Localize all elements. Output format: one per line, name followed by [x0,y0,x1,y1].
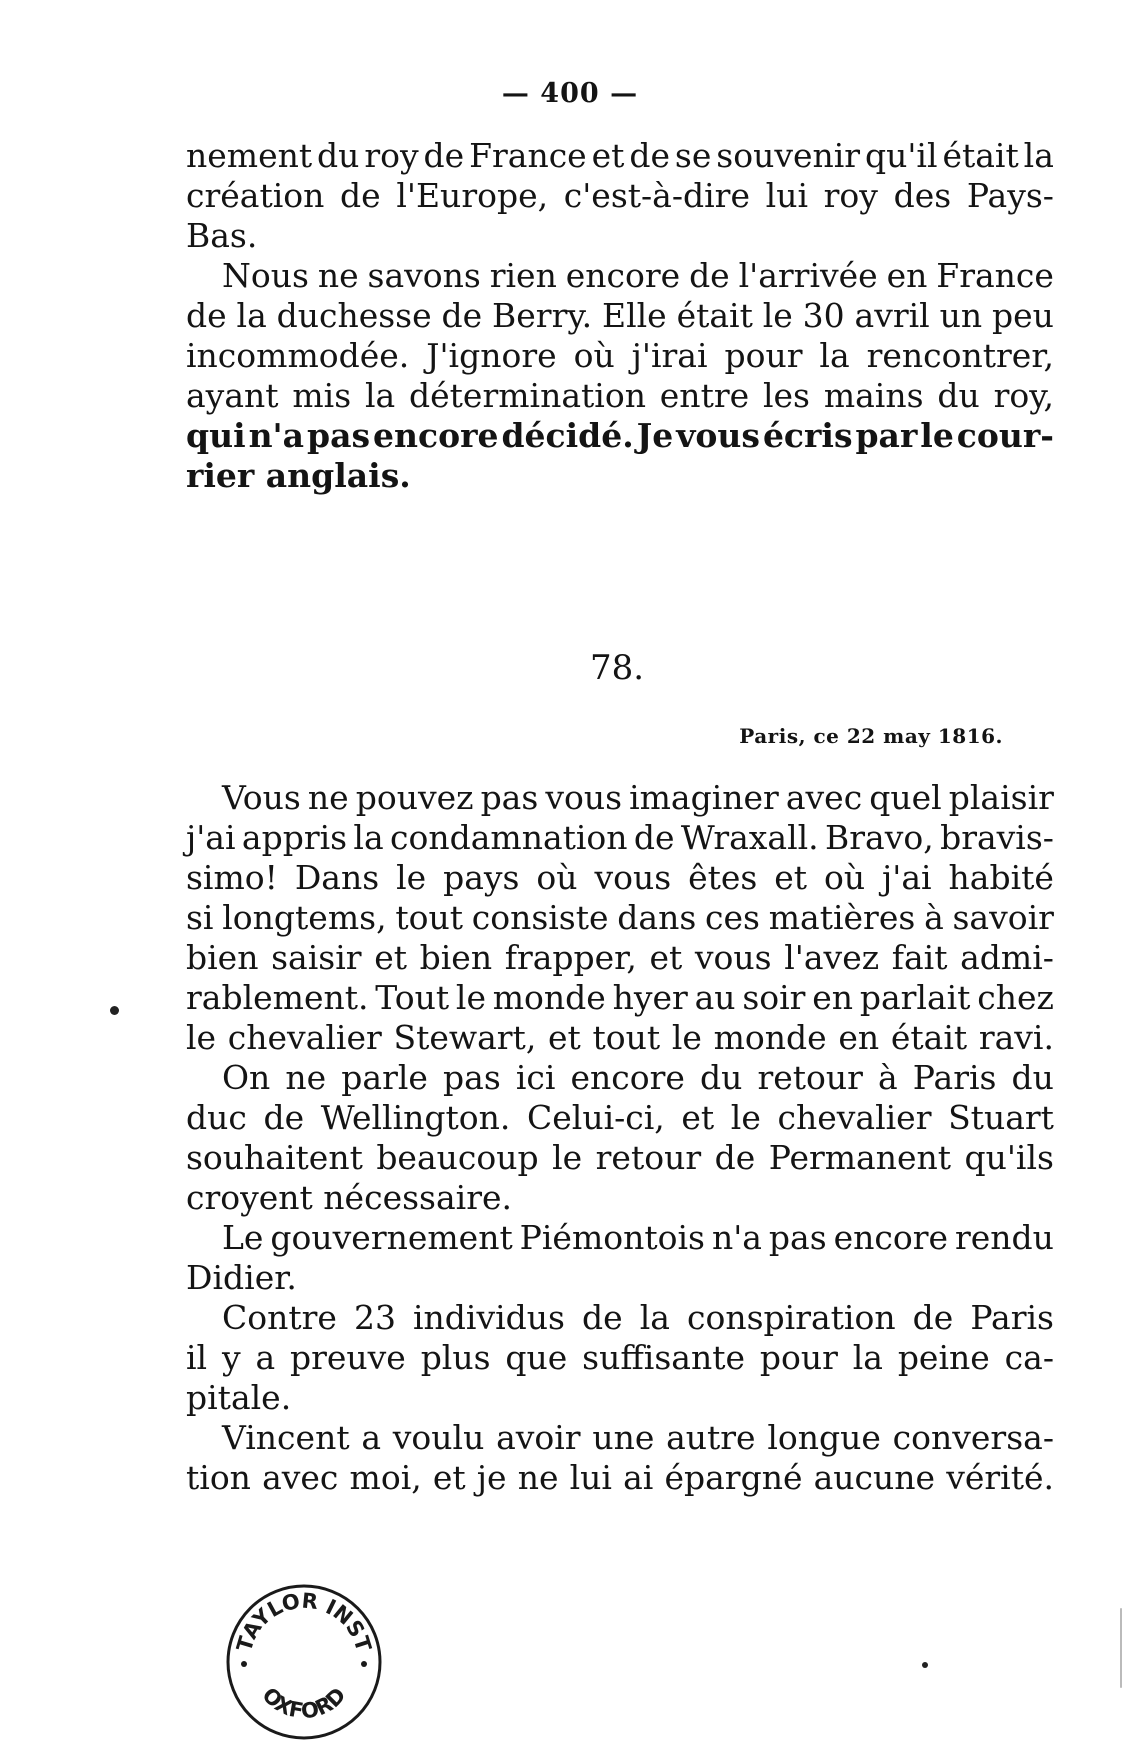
word: peine [897,1338,990,1377]
word: au [694,978,736,1017]
word: pouvez [355,778,474,817]
word: ca- [1004,1338,1054,1377]
word: duc [186,1098,247,1137]
word: qu'il [864,136,938,175]
word: Contre [222,1298,337,1337]
word: incommodée. [186,336,410,375]
word: ne [307,778,349,817]
word: avoir [496,1418,581,1457]
word: savons [367,256,481,295]
word: la [1023,136,1054,175]
letter-body [186,778,1054,1498]
word: pas [307,416,371,455]
text-line [186,1218,1054,1258]
text-line [186,898,1054,938]
word: Elle [601,296,667,335]
word: l'Europe, [396,176,549,215]
text-line [186,296,1054,336]
paragraph [186,136,1054,256]
word: souhaitent [186,1138,363,1177]
text-line [186,136,1054,176]
word: lui [569,1458,612,1497]
word: mains [823,376,924,415]
word: détermination [409,376,646,415]
word: Vincent [222,1418,350,1457]
word: Pays- [966,176,1054,215]
scan-speck [922,1662,928,1668]
word: une [592,1418,655,1457]
text-line [186,1018,1054,1058]
text-line: croyent nécessaire. [186,1178,512,1217]
word: vous [545,778,623,817]
text-line [186,376,1054,416]
word: que [505,1338,568,1377]
word: ici [515,1058,556,1097]
word: ayant [186,376,279,415]
paragraph [186,1298,1054,1418]
text-line [186,176,1054,216]
word: pas [443,1058,501,1097]
word: c'est-à-dire [563,176,750,215]
stamp-dot [361,1661,367,1667]
word: retour [595,1138,702,1177]
word: Bravo, [825,818,934,857]
word: pour [759,1338,838,1377]
text-line [186,336,1054,376]
word: chevalier [227,1018,382,1057]
text-line [186,1338,1054,1378]
word: et [548,1018,581,1057]
word: bien [419,938,493,977]
word: un [939,296,983,335]
word: et [591,136,625,175]
word: par [855,416,918,455]
word: la [364,376,396,415]
word: j'ai [186,818,236,857]
text-line: rier anglais. [186,456,411,495]
word: pas [768,1218,827,1257]
word: autre [666,1418,756,1457]
word: était [942,136,1019,175]
word: Le [222,1218,264,1257]
word: ravi. [978,1018,1054,1057]
page-number: — 400 — [501,78,639,109]
word: à [878,1058,898,1097]
word: et [681,1098,715,1137]
word: création [186,176,325,215]
word: 23 [353,1298,396,1337]
word: beaucoup [376,1138,539,1177]
word: retour [757,1058,863,1097]
word: Celui-ci, [526,1098,665,1137]
word: du [317,136,360,175]
word: Berry. [492,296,593,335]
word: du [937,376,980,415]
word: appris [241,818,348,857]
word: consiste [471,898,609,937]
paragraph [186,256,1054,496]
word: France [936,256,1054,295]
word: bravis- [940,818,1054,857]
word: tout [395,898,463,937]
word: se [674,136,712,175]
word: pays [443,858,520,897]
word: avril [854,296,930,335]
word: et [649,938,683,977]
word: rendu [954,1218,1054,1257]
word: vous [594,858,672,897]
word: Nous [222,256,309,295]
page-edge-mark [1120,1608,1122,1688]
word: du [700,1058,743,1097]
word: nement [186,136,313,175]
word: matières [768,898,916,937]
word: pas [480,778,539,817]
word: le [396,858,427,897]
word: peu [991,296,1054,335]
word: roy, [993,376,1054,415]
word: France [469,136,587,175]
word: Paris [970,1298,1054,1337]
word: rencontrer, [866,336,1054,375]
word: la [353,818,384,857]
word: plaisir [948,778,1054,817]
word: était [890,1018,968,1057]
word: du [1011,1058,1054,1097]
word: conversa- [892,1418,1054,1457]
word: longtems, [222,898,387,937]
word: entre [659,376,750,415]
word: Je [636,416,674,455]
word: dans [617,898,697,937]
text-line [186,818,1054,858]
text-line: pitale. [186,1378,292,1417]
word: en [838,1018,880,1057]
word: gouvernement [270,1218,513,1257]
word: hyer [612,978,688,1017]
word: Permanent [768,1138,952,1177]
word: de [689,256,730,295]
word: de [912,1298,954,1337]
text-line [186,1098,1054,1138]
word: moi, [349,1458,422,1497]
word: bien [186,938,259,977]
word: avec [785,778,863,817]
word: n'a [711,1218,762,1257]
word: longue [767,1418,881,1457]
word: j'ai [882,858,932,897]
word: aucune [813,1458,936,1497]
word: décidé. [501,416,634,455]
library-stamp [222,1580,386,1744]
word: où [536,858,578,897]
word: Paris [912,1058,997,1097]
word: habité [948,858,1054,897]
word: encore [565,256,681,295]
word: soir [742,978,806,1017]
word: duchesse [276,296,432,335]
word: Vous [222,778,301,817]
word: des [893,176,952,215]
word: rien [489,256,557,295]
word: Wellington. [320,1098,511,1137]
word: voulu [392,1418,485,1457]
word: chevalier [777,1098,932,1137]
word: en [812,978,854,1017]
stamp-dot [241,1661,247,1667]
paragraph [186,1058,1054,1218]
word: et [774,858,808,897]
word: J'ignore [426,336,557,375]
text-line [186,858,1054,898]
word: qui [186,416,246,455]
word: de [582,1298,623,1337]
word: encore [833,1218,949,1257]
word: de [629,136,670,175]
word: suffisante [582,1338,746,1377]
word: tout [592,1018,661,1057]
text-line: Bas. [186,216,258,255]
text-line [186,938,1054,978]
word: vous [676,416,760,455]
word: épargné [664,1458,803,1497]
paragraph [186,1218,1054,1298]
word: Piémontois [519,1218,705,1257]
word: quel [869,778,942,817]
word: monde [713,1018,827,1057]
word: chez [977,978,1054,1017]
word: de [714,1138,756,1177]
word: ne [517,1458,559,1497]
word: lui [765,176,809,215]
word: saisir [271,938,362,977]
word: 30 [802,296,845,335]
word: monde [492,978,606,1017]
word: individus [413,1298,565,1337]
word: où [573,336,615,375]
word: admi- [960,938,1054,977]
letter-number: 78. [590,648,645,688]
text-line [186,416,1054,456]
word: ne [317,256,359,295]
word: a [361,1418,382,1457]
word: n'a [248,416,305,455]
word: de [186,296,227,335]
text-line [186,256,1054,296]
word: le [186,1018,217,1057]
word: encore [373,416,499,455]
word: de [423,136,465,175]
word: la [639,1298,670,1337]
word: le [730,1098,761,1137]
word: j'irai [631,336,708,375]
word: cour- [956,416,1054,455]
word: tion [186,1458,251,1497]
word: la [852,1338,883,1377]
word: l'arrivée [738,256,878,295]
continuation-text [186,136,1054,496]
word: de [633,818,675,857]
word: roy [823,176,878,215]
word: ne [285,1058,327,1097]
paragraph [186,778,1054,1058]
word: était [676,296,753,335]
word: avec [262,1458,339,1497]
word: Stuart [948,1098,1054,1137]
word: en [886,256,928,295]
word: l'avez [784,938,880,977]
word: qu'ils [964,1138,1054,1177]
margin-bullet [110,1006,119,1015]
word: la [819,336,850,375]
word: Wraxall. [680,818,819,857]
text-line: Didier. [186,1258,297,1297]
word: a [255,1338,276,1377]
word: parle [341,1058,428,1097]
word: de [340,176,381,215]
word: écris [762,416,853,455]
word: et [374,938,407,977]
word: et [432,1458,466,1497]
word: simo! [186,858,278,897]
word: le [671,1018,702,1057]
word: Dans [294,858,380,897]
word: fait [891,938,948,977]
word: souvenir [716,136,861,175]
word: Stewart, [393,1018,537,1057]
word: je [476,1458,507,1497]
stamp-top-text: TAYLOR INST [232,1588,376,1655]
word: plus [420,1338,491,1377]
word: Tout [375,978,450,1017]
word: la [236,296,267,335]
word: si [186,898,214,937]
word: où [824,858,866,897]
word: le [552,1138,583,1177]
word: il [186,1338,208,1377]
text-line [186,1298,1054,1338]
word: roy [364,136,419,175]
word: conspiration [686,1298,896,1337]
text-line [186,1458,1054,1498]
word: pour [724,336,803,375]
word: On [222,1058,271,1097]
word: condamnation [390,818,628,857]
text-line [186,978,1054,1018]
word: savoir [952,898,1054,937]
word: le [455,978,486,1017]
text-line [186,1418,1054,1458]
text-line [186,1058,1054,1098]
word: êtes [688,858,758,897]
word: vous [694,938,772,977]
word: parlait [859,978,971,1017]
paragraph [186,1418,1054,1498]
word: imaginer [629,778,779,817]
text-line [186,1138,1054,1178]
stamp-bottom-text: OXFORD [257,1682,351,1724]
word: encore [570,1058,685,1097]
word: rablement. [186,978,369,1017]
word: mis [292,376,352,415]
word: ces [705,898,760,937]
text-line [186,778,1054,818]
word: vérité. [946,1458,1054,1497]
word: le [920,416,954,455]
word: preuve [289,1338,406,1377]
word: ai [623,1458,654,1497]
dateline: Paris, ce 22 may 1816. [739,724,1003,748]
word: y [221,1338,241,1377]
word: frapper, [504,938,637,977]
word: à [924,898,944,937]
word: les [762,376,810,415]
word: de [441,296,483,335]
word: de [263,1098,305,1137]
word: le [762,296,793,335]
